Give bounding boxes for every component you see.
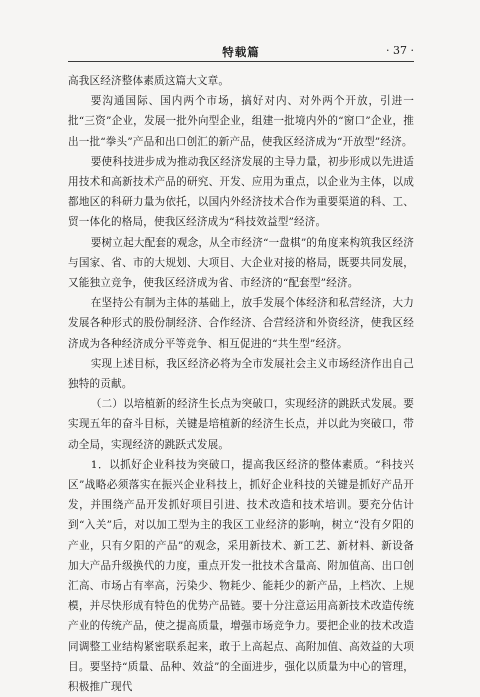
section-title: 特载篇: [222, 45, 260, 59]
page-number: · 37 ·: [386, 44, 414, 57]
paragraph: 1．以抓好企业科技为突破口，提高我区经济的整体素质。“科技兴区”战略必须落实在振兴企业科技上，抓好企业科技的关键是抓好产品开发，并围绕产品开发抓好项目引进、技术改造和技术培训。要充分估计到“入关”后，对以加工型为主的我区工业经济的影响，树立“没有夕阳的产业，只有夕阳的产品”的观念，采用新技术、新工艺、新材料、新设备加大产品升级换代的力度，重点开发一批技术含量高、附加值高、出口创汇高、市场占有率高，污染少、物耗少、能耗少的新产品，上档次、上规模，并尽快形成有特色的优势产品链。要十分注意运用高新技术改造传统产业的传统产品，使之提高质量，增强市场竞争力。要把企业的技术改造同调整工业结构紧密联系起来，敢于上高起点、高附加值、高效益的大项目。要坚持“质量、品种、效益”的全面进步，强化以质量为中心的管理，积极推广现代: [68, 458, 414, 694]
body-text: [68, 71, 414, 697]
running-header: [68, 44, 414, 62]
paragraph: 要树立起大配套的观念，从全市经济“一盘棋”的角度来构筑我区经济与国家、省、市的大规划、大项目、大企业对接的格局，既要共同发展，又能独立竞争，使我区经济成为省、市经济的“配套型”经济。: [68, 236, 414, 290]
paragraph: （二）以培植新的经济生长点为突破口，实现经济的跳跃式发展。要实现五年的奋斗目标，关键是培植新的经济生长点，并以此为突破口，带动全局，实现经济的跳跃式发展。: [68, 398, 414, 451]
paragraph: 在坚持公有制为主体的基础上，放手发展个体经济和私营经济，大力发展各种形式的股份制经济、合作经济、合营经济和外资经济，使我区经济成为各种经济成分平等竞争、相互促进的“共生型”经济。: [68, 297, 414, 350]
paragraph: 高我区经济整体素质这篇大文章。: [68, 75, 230, 87]
paragraph: 要沟通国际、国内两个市场，搞好对内、对外两个开放，引进一批“三资”企业，发展一批外向型企业，组建一批境内外的“窗口”企业，推出一批“拳头”产品和出口创汇的新产品，使我区经济成为“开放型”经济。: [68, 95, 414, 148]
paragraph: 要使科技进步成为推动我区经济发展的主导力量，初步形成以先进适用技术和高新技术产品的研究、开发、应用为重点，以企业为主体，以成都地区的科研力量为依托，以国内外经济技术合作为重要渠道的科、工、贸一体化的格局，使我区经济成为“科技效益型”经济。: [68, 155, 414, 229]
paragraph: 实现上述目标，我区经济必将为全市发展社会主义市场经济作出自己独特的贡献。: [68, 357, 414, 391]
header-rule: [68, 61, 414, 62]
